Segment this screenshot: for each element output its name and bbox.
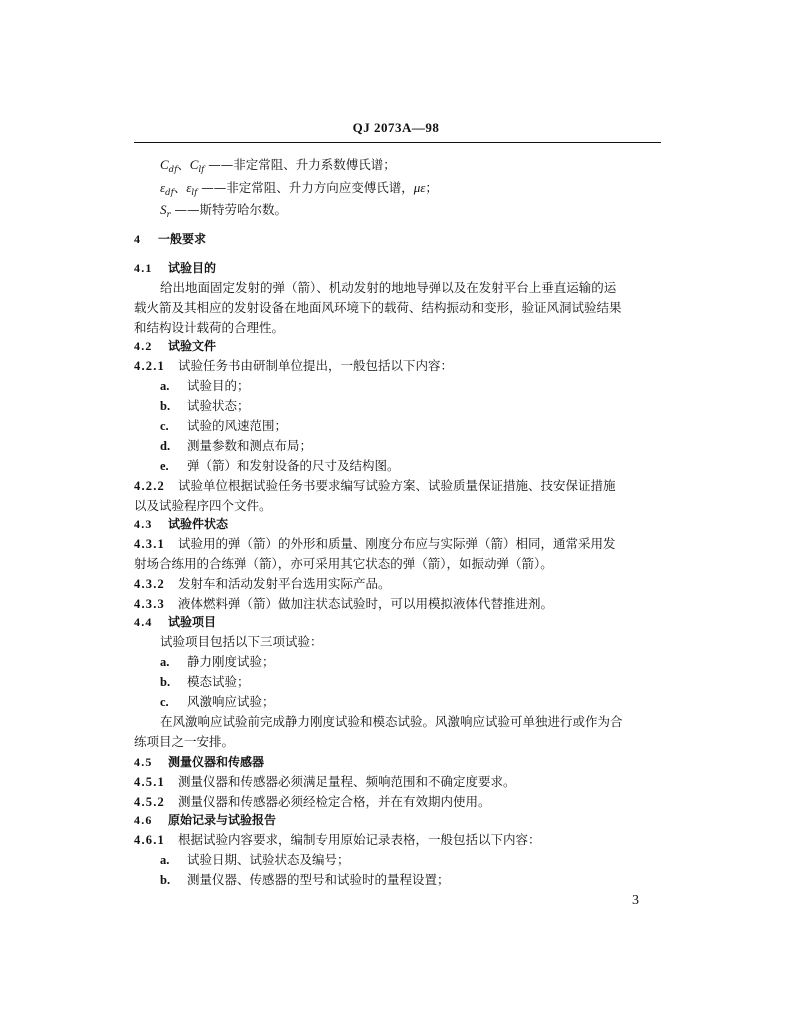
list-item bbox=[160, 850, 350, 870]
clause-4-5-2 bbox=[134, 792, 491, 812]
item-letter: b. bbox=[160, 675, 171, 689]
symbol-epsilon: ε bbox=[186, 180, 192, 195]
item-text: 试验状态； bbox=[187, 398, 250, 413]
paragraph-line: 练项目之一安排。 bbox=[134, 734, 235, 749]
list-item bbox=[160, 652, 275, 672]
separator: 、 bbox=[173, 180, 187, 195]
item-letter: a. bbox=[160, 655, 170, 669]
item-letter: c. bbox=[160, 419, 169, 433]
symbol-def-strouhal bbox=[160, 200, 287, 225]
subscript: df bbox=[165, 188, 174, 198]
symbol-description: ——斯特劳哈尔数。 bbox=[170, 202, 288, 217]
paragraph-line: 以及试验程序四个文件。 bbox=[134, 498, 272, 513]
clause-number: 4.3.1 bbox=[134, 537, 165, 551]
item-text: 模态试验； bbox=[187, 674, 250, 689]
section-title: 原始记录与试验报告 bbox=[168, 813, 277, 827]
paragraph-line: 射场合练用的合练弹（箭），亦可采用其它状态的弹（箭），如振动弹（箭）。 bbox=[134, 556, 553, 571]
section-4-5-heading bbox=[134, 752, 264, 772]
item-text: 测量仪器、传感器的型号和试验时的量程设置； bbox=[187, 872, 450, 887]
section-4-3-heading bbox=[134, 514, 228, 534]
symbol-def-cdf-clf bbox=[160, 155, 396, 180]
section-number: 4.3 bbox=[134, 517, 153, 531]
subscript: lf bbox=[198, 165, 205, 175]
page-header: QJ 2073A—98 bbox=[352, 120, 440, 135]
subscript: df bbox=[168, 165, 178, 175]
section-number: 4.5 bbox=[134, 755, 153, 769]
clause-4-2-1 bbox=[134, 356, 453, 376]
paragraph-line: 载火箭及其相应的发射设备在地面风环境下的载荷、结构振动和变形，验证风洞试验结果 bbox=[134, 300, 622, 315]
clause-text: 发射车和活动发射平台选用实际产品。 bbox=[178, 576, 391, 591]
paragraph-line: 试验项目包括以下三项试验： bbox=[160, 634, 323, 649]
section-4-4-heading bbox=[134, 612, 216, 632]
section-4-2-heading bbox=[134, 336, 216, 356]
subscript: r bbox=[166, 210, 171, 220]
section-title: 试验目的 bbox=[168, 261, 217, 275]
clause-text: 试验任务书由研制单位提出，一般包括以下内容： bbox=[178, 358, 454, 373]
list-item bbox=[160, 416, 287, 436]
item-text: 测量参数和测点布局； bbox=[187, 438, 313, 453]
clause-number: 4.3.2 bbox=[134, 577, 165, 591]
section-number: 4.2 bbox=[134, 339, 153, 353]
clause-number: 4.5.1 bbox=[134, 775, 165, 789]
clause-text: 根据试验内容要求，编制专用原始记录表格，一般包括以下内容： bbox=[178, 832, 541, 847]
item-text: 试验的风速范围； bbox=[187, 418, 288, 433]
symbol-description: ——非定常阻、升力方向应变傅氏谱， bbox=[197, 180, 414, 195]
header-rule bbox=[134, 142, 661, 143]
item-text: 试验目的； bbox=[187, 378, 250, 393]
clause-text: 试验用的弹（箭）的外形和质量、刚度分布应与实际弹（箭）相同，通常采用发 bbox=[178, 536, 616, 551]
section-number: 4.1 bbox=[134, 261, 153, 275]
section-4-6-heading bbox=[134, 810, 276, 830]
clause-4-3-1 bbox=[134, 534, 616, 554]
item-letter: d. bbox=[160, 439, 171, 453]
item-letter: e. bbox=[160, 459, 169, 473]
item-text: 风激响应试验； bbox=[187, 694, 275, 709]
section-number: 4.6 bbox=[134, 813, 153, 827]
item-text: 试验日期、试验状态及编号； bbox=[187, 852, 350, 867]
section-number: 4 bbox=[134, 232, 142, 246]
list-item bbox=[160, 870, 450, 890]
clause-text: 液体燃料弹（箭）做加注状态试验时，可以用模拟液体代替推进剂。 bbox=[178, 596, 554, 611]
clause-4-3-2 bbox=[134, 574, 391, 594]
section-title: 一般要求 bbox=[158, 232, 207, 246]
clause-number: 4.6.1 bbox=[134, 833, 165, 847]
paragraph-line: 和结构设计载荷的合理性。 bbox=[134, 320, 285, 335]
clause-number: 4.5.2 bbox=[134, 795, 165, 809]
list-item bbox=[160, 396, 250, 416]
clause-text: 试验单位根据试验任务书要求编写试验方案、试验质量保证措施、技安保证措施 bbox=[178, 478, 616, 493]
item-letter: a. bbox=[160, 853, 170, 867]
item-letter: a. bbox=[160, 379, 170, 393]
symbol-c: C bbox=[160, 157, 169, 172]
item-letter: c. bbox=[160, 695, 169, 709]
list-item bbox=[160, 692, 275, 712]
symbol-s: S bbox=[160, 202, 167, 217]
item-letter: b. bbox=[160, 399, 171, 413]
item-letter: b. bbox=[160, 873, 171, 887]
symbol-description: ——非定常阻、升力系数傅氏谱； bbox=[204, 157, 396, 172]
subscript: lf bbox=[191, 188, 198, 198]
clause-number: 4.2.2 bbox=[134, 479, 165, 493]
separator: 、 bbox=[177, 157, 190, 172]
clause-4-5-1 bbox=[134, 772, 516, 792]
symbol-c: C bbox=[189, 157, 199, 172]
list-item bbox=[160, 436, 312, 456]
section-4-1-heading bbox=[134, 258, 216, 278]
clause-text: 测量仪器和传感器必须满足量程、频响范围和不确定度要求。 bbox=[178, 774, 516, 789]
section-title: 试验文件 bbox=[168, 339, 217, 353]
clause-number: 4.2.1 bbox=[134, 359, 165, 373]
section-4-heading bbox=[134, 229, 206, 249]
punctuation: ； bbox=[425, 180, 438, 195]
list-item bbox=[160, 456, 400, 476]
clause-4-6-1 bbox=[134, 830, 541, 850]
unit-microstrain: με bbox=[413, 180, 426, 195]
section-title: 试验件状态 bbox=[168, 517, 229, 531]
section-number: 4.4 bbox=[134, 615, 153, 629]
list-item bbox=[160, 672, 250, 692]
section-title: 试验项目 bbox=[168, 615, 217, 629]
paragraph-line: 给出地面固定发射的弹（箭）、机动发射的地地导弹以及在发射平台上垂直运输的运 bbox=[160, 280, 617, 295]
item-text: 弹（箭）和发射设备的尺寸及结构图。 bbox=[187, 458, 400, 473]
clause-4-3-3 bbox=[134, 594, 553, 614]
section-title: 测量仪器和传感器 bbox=[168, 755, 265, 769]
clause-text: 测量仪器和传感器必须经检定合格，并在有效期内使用。 bbox=[178, 794, 491, 809]
clause-4-2-2 bbox=[134, 476, 616, 496]
clause-number: 4.3.3 bbox=[134, 597, 165, 611]
symbol-epsilon: ε bbox=[160, 180, 166, 195]
list-item bbox=[160, 376, 250, 396]
paragraph-line: 在风激响应试验前完成静力刚度试验和模态试验。风激响应试验可单独进行或作为合 bbox=[160, 714, 623, 729]
page-number: 3 bbox=[632, 893, 639, 908]
item-text: 静力刚度试验； bbox=[187, 654, 275, 669]
